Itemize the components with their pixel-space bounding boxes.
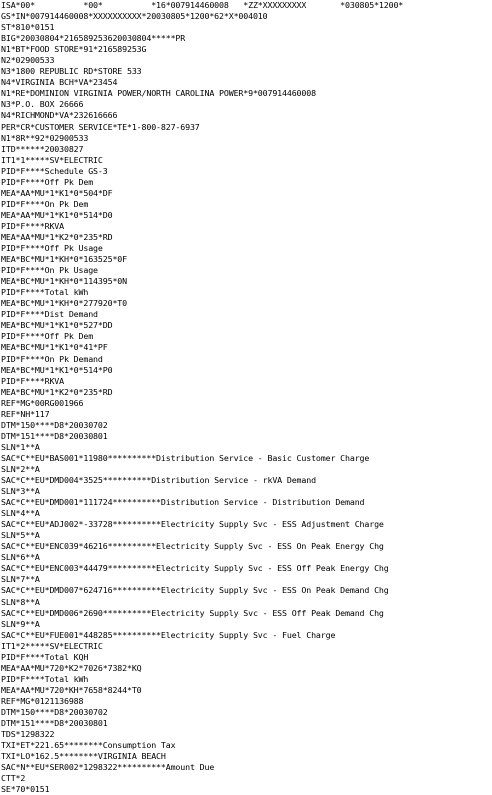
edi-segment-line: PID*F****Total kWh [1,673,89,684]
edi-segment-line: PID*F****On Pk Usage [1,265,98,276]
edi-segment-line: BIG*20030804*216589253620030804*****PR [1,33,186,44]
edi-segment-line: SAC*C**EU*ENC003*44479**********Electricity Supply Svc - ESS Off Peak Energy Chg [1,563,389,574]
edi-segment-line: MEA*AA*MU*1*K1*0*504*DF [1,187,113,198]
edi-segment-line: REF*MG*0121136988 [1,695,84,706]
edi-segment-line: PID*F****Off Pk Dem [1,331,94,342]
edi-segment-line: SLN*2**A [1,463,40,474]
edi-segment-line: PID*F****Off Pk Usage [1,243,103,254]
edi-segment-line: MEA*BC*MU*1*KH*0*163525*0F [1,254,127,265]
edi-segment-line: N2*02900533 [1,55,55,66]
edi-segment-line: GS*IN*007914460008*XXXXXXXXXX*20030805*1200*62*X*004010 [1,11,268,22]
edi-segment-line: N3*P.O. BOX 26666 [1,99,84,110]
edi-segment-line: MEA*AA*MU*1*K2*0*235*RD [1,231,113,242]
edi-segment-line: MEA*BC*MU*1*KH*0*277920*T0 [1,298,127,309]
edi-segment-line: PID*F****RKVA [1,220,64,231]
edi-segment-line: TXI*ET*221.65********Consumption Tax [1,740,176,751]
edi-segment-line: N1*8R**92*02900533 [1,132,89,143]
edi-segment-line: MEA*BC*MU*1*K1*0*514*P0 [1,364,113,375]
edi-segment-line: SAC*C**EU*ADJ002*-33728**********Electricity Supply Svc - ESS Adjustment Charge [1,519,384,530]
edi-segment-line: CTT*2 [1,773,26,784]
edi-segment-line: IT1*1*****SV*ELECTRIC [1,154,103,165]
edi-segment-line: SLN*3**A [1,486,40,497]
edi-segment-line: MEA*BC*MU*1*K2*0*235*RD [1,386,113,397]
edi-segment-line: REF*MG*00RG001966 [1,397,84,408]
edi-segment-line: SLN*9**A [1,618,40,629]
edi-segment-line: MEA*AA*MU*720*KH*7658*8244*T0 [1,684,142,695]
edi-segment-line: ITD******20030827 [1,143,84,154]
edi-segment-line: SLN*7**A [1,574,40,585]
edi-segment-line: PID*F****Total kWh [1,287,89,298]
edi-segment-line: SAC*C**EU*ENC039*46216**********Electricity Supply Svc - ESS On Peak Energy Chg [1,541,384,552]
edi-segment-line: PER*CR*CUSTOMER SERVICE*TE*1-800-827-6937 [1,121,200,132]
edi-segment-line: PID*F****Dist Demand [1,309,98,320]
edi-segment-line: MEA*AA*MU*720*K2*7026*7382*KQ [1,662,142,673]
edi-segment-line: SE*70*0151 [1,784,50,795]
edi-segment-line: N1*BT*FOOD STORE*91*216589253G [1,44,147,55]
edi-segment-line: IT1*2*****SV*ELECTRIC [1,640,103,651]
edi-segment-line: SAC*C**EU*BAS001*11980**********Distribution Service - Basic Customer Charge [1,452,370,463]
edi-segment-line: DTM*151****D8*20030801 [1,718,108,729]
edi-segment-line: DTM*150****D8*20030702 [1,419,108,430]
edi-segment-line: PID*F****RKVA [1,375,64,386]
edi-segment-line: MEA*BC*MU*1*K1*0*527*DD [1,320,113,331]
edi-segment-line: MEA*AA*MU*1*K1*0*514*D0 [1,209,113,220]
edi-segment-line: SAC*C**EU*DMD001*111724**********Distribution Service - Distribution Demand [1,497,365,508]
edi-segment-line: SLN*5**A [1,530,40,541]
edi-segment-line: MEA*BC*MU*1*KH*0*114395*0N [1,276,127,287]
edi-segment-line: DTM*150****D8*20030702 [1,707,108,717]
edi-segment-line: SLN*6**A [1,552,40,563]
edi-segment-line: DTM*151****D8*20030801 [1,430,108,441]
edi-segment-line: PID*F****On Pk Demand [1,353,103,364]
edi-segment-line: SAC*N**EU*SER002*1298322**********Amount Due [1,762,215,773]
edi-segment-line: SAC*C**EU*DMD007*624716**********Electricity Supply Svc - ESS On Peak Demand Chg [1,585,389,596]
edi-segment-line: N1*RE*DOMINION VIRGINIA POWER/NORTH CAROLINA POWER*9*007914460008 [1,88,316,99]
edi-segment-line: ST*810*0151 [1,22,55,33]
edi-document [1,0,492,795]
edi-segment-line: MEA*BC*MU*1*K1*0*41*PF [1,342,108,353]
edi-segment-line: SAC*C**EU*DMD006*2690**********Electricity Supply Svc - ESS Off Peak Demand Chg [1,607,384,618]
edi-segment-line: SLN*8**A [1,596,40,607]
edi-segment-line: SLN*1**A [1,441,40,452]
edi-segment-line: TXI*LO*162.5********VIRGINIA BEACH [1,751,166,762]
edi-segment-line: SAC*C**EU*DMD004*3525**********Distribution Service - rkVA Demand [1,475,316,486]
edi-segment-line: REF*NH*117 [1,408,50,419]
edi-segment-line: N4*RICHMOND*VA*232616666 [1,110,118,121]
edi-segment-line: PID*F****Total KQH [1,651,89,662]
edi-segment-line: SLN*4**A [1,508,40,519]
edi-segment-line: ISA*00* *00* *16*007914460008 *ZZ*XXXXXXXXX *030805*1200* [1,0,404,10]
edi-segment-line: PID*F****Off Pk Dem [1,176,94,187]
edi-segment-line: PID*F****Schedule GS-3 [1,165,108,176]
edi-segment-line: SAC*C**EU*FUE001*448285**********Electricity Supply Svc - Fuel Charge [1,629,336,640]
edi-segment-line: N4*VIRGINIA BCH*VA*23454 [1,77,118,88]
edi-segment-line: PID*F****On Pk Dem [1,198,89,209]
edi-segment-line: N3*1800 REPUBLIC RD*STORE 533 [1,66,142,77]
edi-segment-line: TDS*1298322 [1,729,55,740]
